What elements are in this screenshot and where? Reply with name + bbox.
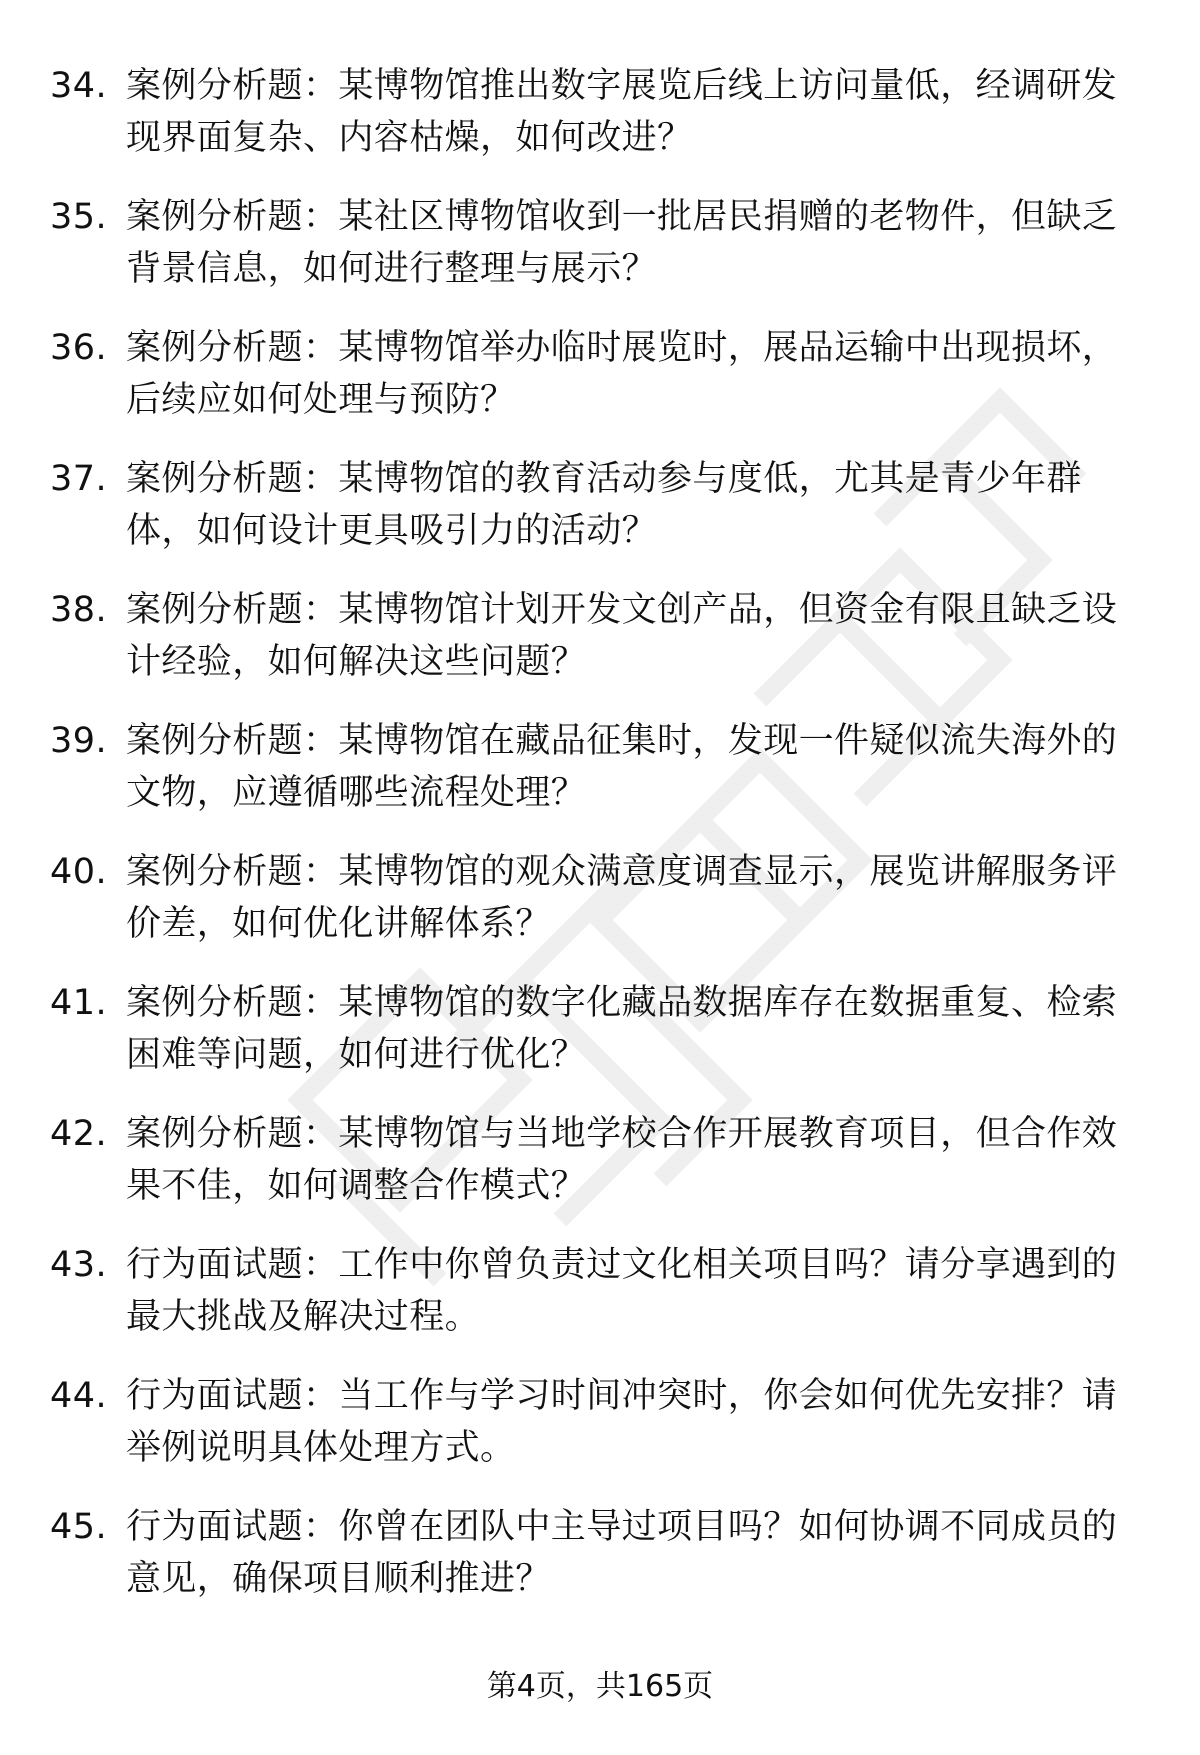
question-text: 案例分析题：某博物馆与当地学校合作开展教育项目，但合作效果不佳，如何调整合作模式？: [126, 1114, 1118, 1206]
question-item: [50, 715, 1140, 846]
question-item: [50, 1501, 1140, 1632]
question-item: [50, 977, 1140, 1108]
question-text: 案例分析题：某博物馆举办临时展览时，展品运输中出现损坏，后续应如何处理与预防？: [126, 328, 1118, 420]
question-item: [50, 846, 1140, 977]
question-text: 行为面试题：当工作与学习时间冲突时，你会如何优先安排？请举例说明具体处理方式。: [126, 1376, 1118, 1468]
question-number: 34.: [50, 66, 108, 106]
question-item: [50, 322, 1140, 453]
question-number: 40.: [50, 852, 108, 892]
question-item: [50, 1108, 1140, 1239]
question-item: [50, 584, 1140, 715]
question-item: [50, 1239, 1140, 1370]
question-item: [50, 453, 1140, 584]
question-number: 42.: [50, 1114, 108, 1154]
question-text: 行为面试题：你曾在团队中主导过项目吗？如何协调不同成员的意见，确保项目顺利推进？: [126, 1507, 1118, 1599]
question-text: 案例分析题：某博物馆计划开发文创产品，但资金有限且缺乏设计经验，如何解决这些问题？: [126, 590, 1118, 682]
question-number: 41.: [50, 983, 108, 1023]
question-item: [50, 1370, 1140, 1501]
question-list: [50, 60, 1140, 1632]
question-text: 案例分析题：某博物馆推出数字展览后线上访问量低，经调研发现界面复杂、内容枯燥，如何改进？: [126, 66, 1118, 158]
question-number: 44.: [50, 1376, 108, 1416]
question-text: 行为面试题：工作中你曾负责过文化相关项目吗？请分享遇到的最大挑战及解决过程。: [126, 1245, 1118, 1337]
question-number: 35.: [50, 197, 108, 237]
question-text: 案例分析题：某博物馆的数字化藏品数据库存在数据重复、检索困难等问题，如何进行优化？: [126, 983, 1118, 1075]
question-text: 案例分析题：某社区博物馆收到一批居民捐赠的老物件，但缺乏背景信息，如何进行整理与展示？: [126, 197, 1118, 289]
question-number: 37.: [50, 459, 108, 499]
question-text: 案例分析题：某博物馆的教育活动参与度低，尤其是青少年群体，如何设计更具吸引力的活动？: [126, 459, 1082, 551]
question-item: [50, 60, 1140, 191]
question-text: 案例分析题：某博物馆的观众满意度调查显示，展览讲解服务评价差，如何优化讲解体系？: [126, 852, 1118, 944]
question-number: 39.: [50, 721, 108, 761]
page-number-footer: 第4页，共165页: [486, 1669, 714, 1704]
question-number: 43.: [50, 1245, 108, 1285]
question-text: 案例分析题：某博物馆在藏品征集时，发现一件疑似流失海外的文物，应遵循哪些流程处理？: [126, 721, 1118, 813]
question-item: [50, 191, 1140, 322]
question-number: 38.: [50, 590, 108, 630]
question-number: 45.: [50, 1507, 108, 1547]
question-number: 36.: [50, 328, 108, 368]
